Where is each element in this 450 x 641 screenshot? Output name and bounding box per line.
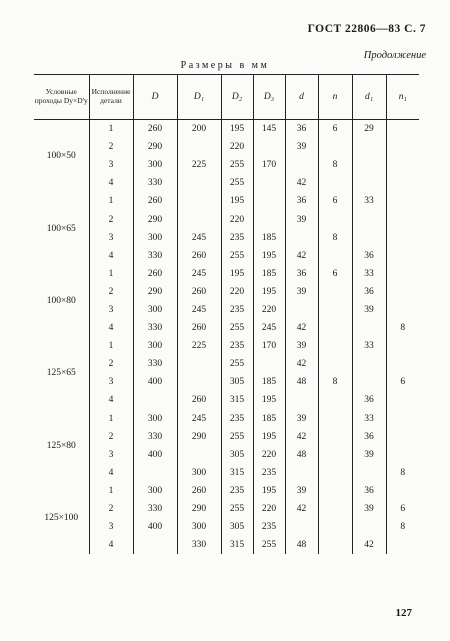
page-number: 127: [395, 607, 412, 619]
cell-n1: [386, 283, 419, 301]
cell-n1: 6: [386, 373, 419, 391]
table-row: [34, 355, 419, 373]
cell-D2: 315: [221, 536, 253, 554]
cell-n1: [386, 410, 419, 428]
cell-D: 300: [133, 410, 177, 428]
cell-d1: [352, 373, 386, 391]
cell-version: 4: [89, 247, 133, 265]
table-row: [34, 229, 419, 247]
table-row: [34, 301, 419, 319]
cell-D: 330: [133, 355, 177, 373]
cell-n: [318, 210, 352, 228]
continuation-label: Продолжение: [363, 50, 426, 61]
table-row: [34, 247, 419, 265]
cell-passage-size: 100×65: [46, 223, 76, 234]
cell-d1: [352, 138, 386, 156]
cell-n: [318, 500, 352, 518]
cell-n1: [386, 355, 419, 373]
col-header-D1: D₁: [177, 75, 221, 120]
cell-D3: 195: [253, 428, 285, 446]
cell-D1: [177, 355, 221, 373]
cell-D3: 235: [253, 464, 285, 482]
cell-D2: 235: [221, 229, 253, 247]
cell-D2: 235: [221, 482, 253, 500]
cell-d: 48: [285, 446, 318, 464]
cell-D: 300: [133, 156, 177, 174]
cell-version: 1: [89, 337, 133, 355]
cell-d1: 36: [352, 283, 386, 301]
cell-D1: 245: [177, 301, 221, 319]
cell-d1: [352, 174, 386, 192]
cell-D: 400: [133, 518, 177, 536]
cell-n: [318, 391, 352, 409]
cell-D1: 245: [177, 410, 221, 428]
cell-passage-size: 125×100: [44, 513, 79, 524]
cell-d1: 39: [352, 500, 386, 518]
table-row: [34, 174, 419, 192]
table-row: [34, 192, 419, 210]
cell-D1: 260: [177, 391, 221, 409]
table-body: [34, 120, 419, 555]
cell-D3: [253, 210, 285, 228]
cell-D3: 195: [253, 482, 285, 500]
cell-n: [318, 464, 352, 482]
cell-D3: 185: [253, 373, 285, 391]
cell-D3: 220: [253, 500, 285, 518]
cell-D1: [177, 373, 221, 391]
cell-D2: 220: [221, 138, 253, 156]
cell-D2: 235: [221, 301, 253, 319]
cell-d: 42: [285, 355, 318, 373]
cell-passage-size: 125×80: [46, 440, 76, 451]
cell-d: [285, 301, 318, 319]
cell-D1: 290: [177, 428, 221, 446]
cell-d: 42: [285, 319, 318, 337]
cell-D1: 260: [177, 247, 221, 265]
cell-D2: 255: [221, 428, 253, 446]
cell-D: 400: [133, 446, 177, 464]
cell-D3: 195: [253, 391, 285, 409]
cell-version: 1: [89, 265, 133, 283]
cell-version: 3: [89, 446, 133, 464]
cell-version: 3: [89, 229, 133, 247]
cell-D1: 200: [177, 120, 221, 139]
cell-D1: [177, 138, 221, 156]
cell-D2: 305: [221, 518, 253, 536]
cell-n: [318, 410, 352, 428]
cell-version: 4: [89, 464, 133, 482]
cell-n: 6: [318, 120, 352, 139]
cell-D: 300: [133, 337, 177, 355]
cell-n1: 8: [386, 464, 419, 482]
cell-n: 8: [318, 373, 352, 391]
cell-D: [133, 391, 177, 409]
cell-d1: 36: [352, 428, 386, 446]
cell-D3: 145: [253, 120, 285, 139]
cell-D1: [177, 446, 221, 464]
table-row: [34, 500, 419, 518]
cell-D2: 255: [221, 156, 253, 174]
cell-version: 4: [89, 319, 133, 337]
cell-n1: [386, 210, 419, 228]
cell-D: 330: [133, 319, 177, 337]
cell-D3: 195: [253, 247, 285, 265]
cell-d1: [352, 229, 386, 247]
cell-d1: [352, 210, 386, 228]
cell-n: [318, 174, 352, 192]
col-header-passages: Условные проходы Dу×D'у: [34, 75, 89, 120]
col-header-d1: d₁: [352, 75, 386, 120]
cell-D3: 185: [253, 265, 285, 283]
table-row: [34, 265, 419, 283]
cell-n: [318, 319, 352, 337]
cell-D3: [253, 192, 285, 210]
cell-d1: 33: [352, 265, 386, 283]
cell-d1: [352, 464, 386, 482]
col-header-D3: D₃: [253, 75, 285, 120]
cell-D: 300: [133, 301, 177, 319]
cell-D: 330: [133, 428, 177, 446]
cell-version: 3: [89, 156, 133, 174]
cell-passage-size: 125×65: [46, 368, 76, 379]
cell-D3: [253, 355, 285, 373]
cell-d1: [352, 518, 386, 536]
cell-d: 39: [285, 138, 318, 156]
cell-d: 36: [285, 120, 318, 139]
cell-d1: 36: [352, 391, 386, 409]
cell-d1: 42: [352, 536, 386, 554]
cell-D2: 195: [221, 265, 253, 283]
table-row: [34, 337, 419, 355]
cell-n1: [386, 156, 419, 174]
cell-d1: 33: [352, 192, 386, 210]
cell-n1: [386, 229, 419, 247]
cell-n: [318, 536, 352, 554]
table-row: [34, 391, 419, 409]
cell-version: 2: [89, 428, 133, 446]
cell-D2: 305: [221, 373, 253, 391]
cell-n: 8: [318, 156, 352, 174]
cell-D1: 290: [177, 500, 221, 518]
cell-D: 290: [133, 138, 177, 156]
cell-D3: 170: [253, 156, 285, 174]
cell-d: [285, 464, 318, 482]
cell-d: 42: [285, 174, 318, 192]
cell-n1: [386, 337, 419, 355]
cell-n1: [386, 301, 419, 319]
cell-version: 4: [89, 391, 133, 409]
cell-d: 42: [285, 500, 318, 518]
cell-D: 260: [133, 265, 177, 283]
cell-D2: 255: [221, 247, 253, 265]
cell-version: 4: [89, 536, 133, 554]
cell-D: [133, 536, 177, 554]
cell-n: [318, 355, 352, 373]
cell-n1: 8: [386, 518, 419, 536]
cell-passage-size: 100×80: [46, 295, 76, 306]
cell-version: 2: [89, 283, 133, 301]
cell-d: [285, 518, 318, 536]
cell-version: 3: [89, 373, 133, 391]
cell-d1: 36: [352, 482, 386, 500]
cell-D: 330: [133, 174, 177, 192]
cell-d: 48: [285, 536, 318, 554]
cell-D3: 185: [253, 229, 285, 247]
cell-D1: 225: [177, 337, 221, 355]
cell-D2: 195: [221, 192, 253, 210]
cell-D1: [177, 210, 221, 228]
cell-n: 6: [318, 265, 352, 283]
cell-D3: 195: [253, 283, 285, 301]
cell-d: 36: [285, 192, 318, 210]
table-row: [34, 464, 419, 482]
cell-D2: 255: [221, 174, 253, 192]
cell-d1: 39: [352, 446, 386, 464]
cell-D: 290: [133, 210, 177, 228]
cell-D2: 220: [221, 283, 253, 301]
cell-d1: 39: [352, 301, 386, 319]
cell-n: 8: [318, 229, 352, 247]
col-header-D: D: [133, 75, 177, 120]
cell-n1: [386, 482, 419, 500]
cell-D: 330: [133, 500, 177, 518]
cell-n: [318, 446, 352, 464]
cell-d: 39: [285, 283, 318, 301]
cell-D2: 255: [221, 319, 253, 337]
cell-d: 39: [285, 337, 318, 355]
cell-D3: 220: [253, 301, 285, 319]
cell-D1: 245: [177, 229, 221, 247]
cell-D3: 235: [253, 518, 285, 536]
cell-D1: 330: [177, 536, 221, 554]
cell-n: [318, 283, 352, 301]
cell-D2: 235: [221, 337, 253, 355]
cell-D: 290: [133, 283, 177, 301]
cell-D2: 305: [221, 446, 253, 464]
cell-D3: 255: [253, 536, 285, 554]
cell-D: [133, 464, 177, 482]
table-row: [34, 518, 419, 536]
cell-n1: [386, 391, 419, 409]
table-row: [34, 410, 419, 428]
cell-D1: [177, 192, 221, 210]
cell-D3: 245: [253, 319, 285, 337]
cell-D1: 300: [177, 464, 221, 482]
cell-n1: 8: [386, 319, 419, 337]
cell-D: 300: [133, 482, 177, 500]
cell-D: 260: [133, 192, 177, 210]
cell-D2: 220: [221, 210, 253, 228]
table-row: [34, 319, 419, 337]
units-label: Размеры в мм: [180, 60, 270, 71]
cell-d: 36: [285, 265, 318, 283]
cell-version: 2: [89, 210, 133, 228]
cell-D1: 260: [177, 283, 221, 301]
page-header: ГОСТ 22806—83 С. 7: [307, 23, 426, 35]
table-row: [34, 210, 419, 228]
cell-passage-size: 100×50: [46, 151, 76, 162]
cell-D2: 315: [221, 464, 253, 482]
table-row: [34, 428, 419, 446]
cell-version: 2: [89, 138, 133, 156]
cell-d1: [352, 156, 386, 174]
table-row: [34, 283, 419, 301]
cell-d1: 36: [352, 247, 386, 265]
cell-n: [318, 301, 352, 319]
cell-version: 1: [89, 410, 133, 428]
cell-n1: [386, 138, 419, 156]
cell-D2: 235: [221, 410, 253, 428]
table-row: [34, 536, 419, 554]
cell-n: [318, 518, 352, 536]
cell-n1: 6: [386, 500, 419, 518]
col-header-D2: D₂: [221, 75, 253, 120]
cell-n1: [386, 428, 419, 446]
cell-D2: 255: [221, 355, 253, 373]
col-header-d: d: [285, 75, 318, 120]
cell-D3: 170: [253, 337, 285, 355]
cell-D2: 195: [221, 120, 253, 139]
cell-D3: [253, 138, 285, 156]
cell-D3: [253, 174, 285, 192]
table-row: [34, 373, 419, 391]
cell-n1: [386, 247, 419, 265]
cell-D1: 225: [177, 156, 221, 174]
cell-D2: 255: [221, 500, 253, 518]
cell-D1: 245: [177, 265, 221, 283]
cell-d: 42: [285, 428, 318, 446]
cell-D3: 220: [253, 446, 285, 464]
cell-d1: [352, 355, 386, 373]
cell-d1: 33: [352, 337, 386, 355]
cell-version: 1: [89, 120, 133, 139]
cell-D1: 260: [177, 319, 221, 337]
cell-version: 2: [89, 355, 133, 373]
cell-D: 330: [133, 247, 177, 265]
table-row: [34, 482, 419, 500]
cell-version: 1: [89, 482, 133, 500]
cell-D: 300: [133, 229, 177, 247]
col-header-version: Исполнение детали: [89, 75, 133, 120]
cell-n1: [386, 446, 419, 464]
cell-D1: [177, 174, 221, 192]
col-header-n1: n₁: [386, 75, 419, 120]
cell-n1: [386, 174, 419, 192]
cell-n: [318, 247, 352, 265]
cell-version: 3: [89, 301, 133, 319]
cell-d1: 33: [352, 410, 386, 428]
cell-n: [318, 482, 352, 500]
cell-version: 4: [89, 174, 133, 192]
cell-version: 1: [89, 192, 133, 210]
cell-D: 400: [133, 373, 177, 391]
dimensions-table: [34, 74, 419, 554]
cell-d: 48: [285, 373, 318, 391]
cell-d: [285, 229, 318, 247]
cell-d: [285, 156, 318, 174]
table-row: [34, 156, 419, 174]
cell-version: 2: [89, 500, 133, 518]
cell-n1: [386, 536, 419, 554]
table-header-row: [34, 75, 419, 120]
cell-n: [318, 138, 352, 156]
cell-version: 3: [89, 518, 133, 536]
cell-d: [285, 391, 318, 409]
cell-d: 39: [285, 482, 318, 500]
col-header-n: n: [318, 75, 352, 120]
cell-D: 260: [133, 120, 177, 139]
cell-d1: 29: [352, 120, 386, 139]
table-row: [34, 120, 419, 139]
cell-D3: 185: [253, 410, 285, 428]
cell-n1: [386, 120, 419, 139]
cell-D1: 300: [177, 518, 221, 536]
cell-D1: 260: [177, 482, 221, 500]
cell-n: 6: [318, 192, 352, 210]
cell-n1: [386, 192, 419, 210]
cell-d: 42: [285, 247, 318, 265]
table-row: [34, 446, 419, 464]
cell-d: 39: [285, 210, 318, 228]
cell-d1: [352, 319, 386, 337]
cell-D2: 315: [221, 391, 253, 409]
cell-d: 39: [285, 410, 318, 428]
cell-n: [318, 337, 352, 355]
table-row: [34, 138, 419, 156]
cell-n1: [386, 265, 419, 283]
cell-n: [318, 428, 352, 446]
